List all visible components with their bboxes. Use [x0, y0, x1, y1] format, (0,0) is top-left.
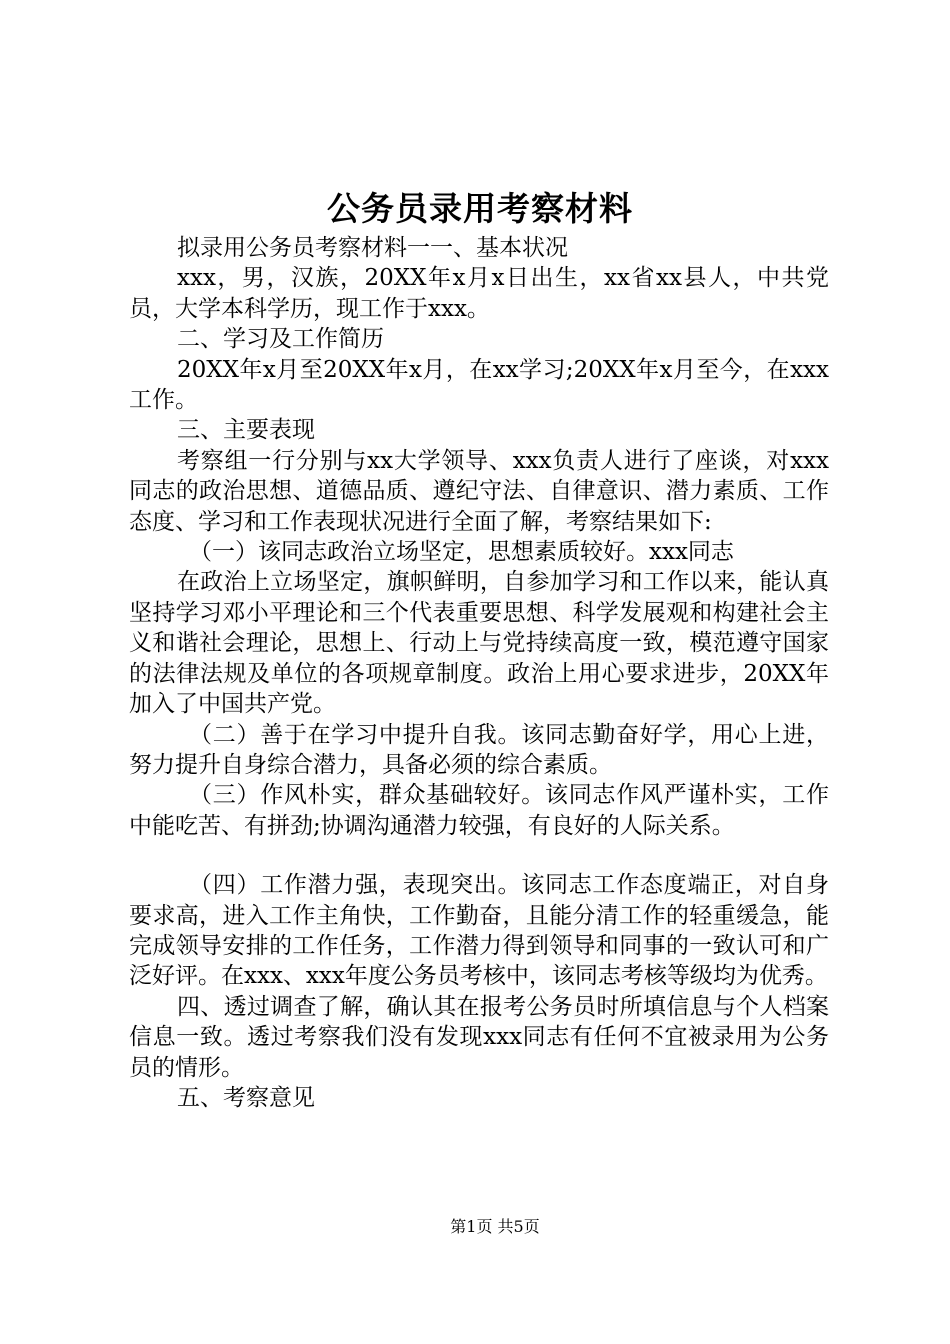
paragraph-performance-heading: 三、主要表现 [177, 417, 315, 444]
paragraph-basic-status: xxx，男，汉族，20XX年x月x日出生，xx省xx县人，中共党员，大学本科学历，现工作于xxx。 [129, 265, 829, 322]
paragraph-investigation: 四、透过调查了解，确认其在报考公务员时所填信息与个人档案信息一致。透过考察我们没有发现xxx同志有任何不宜被录用为公务员的情形。 [129, 993, 829, 1081]
paragraph-resume-heading: 二、学习及工作简历 [177, 326, 384, 353]
paragraph-point-four: （四）工作潜力强，表现突出。该同志工作态度端正，对自身要求高，进入工作主角快，工作勤奋，且能分清工作的轻重缓急，能完成领导安排的工作任务，工作潜力得到领导和同事的一致认可和广泛好评。在xxx、xxx年度公务员考核中，该同志考核等级均为优秀。 [129, 872, 829, 990]
page-footer: 第1页 共5页 [450, 1217, 540, 1236]
paragraph-gap [129, 841, 829, 870]
document-body [129, 233, 829, 1113]
paragraph-point-three: （三）作风朴实，群众基础较好。该同志作风严谨朴实，工作中能吃苦、有拼劲;协调沟通潜力较强，有良好的人际关系。 [129, 782, 829, 839]
paragraph-basic-status-heading: 拟录用公务员考察材料一一、基本状况 [177, 235, 568, 261]
paragraph-political-stance: 在政治上立场坚定，旗帜鲜明，自参加学习和工作以来，能认真坚持学习邓小平理论和三个代表重要思想、科学发展观和构建社会主义和谐社会理论，思想上、行动上与党持续高度一致，模范遵守国家的法律法规及单位的各项规章制度。政治上用心要求进步，20XX年加入了中国共产党。 [129, 569, 829, 718]
paragraph-opinion-heading: 五、考察意见 [177, 1084, 315, 1111]
paragraph-point-two: （二）善于在学习中提升自我。该同志勤奋好学，用心上进，努力提升自身综合潜力，具备必须的综合素质。 [129, 721, 829, 778]
paragraph-point-one: （一）该同志政治立场坚定，思想素质较好。xxx同志 [189, 539, 734, 566]
paragraph-inspection-intro: 考察组一行分别与xx大学领导、xxx负责人进行了座谈，对xxx同志的政治思想、道德品质、遵纪守法、自律意识、潜力素质、工作态度、学习和工作表现状况进行全面了解，考察结果如下: [129, 447, 829, 535]
document-title: 公务员录用考察材料 [327, 189, 633, 228]
paragraph-resume: 20XX年x月至20XX年x月，在xx学习;20XX年x月至今，在xxx工作。 [129, 356, 829, 414]
